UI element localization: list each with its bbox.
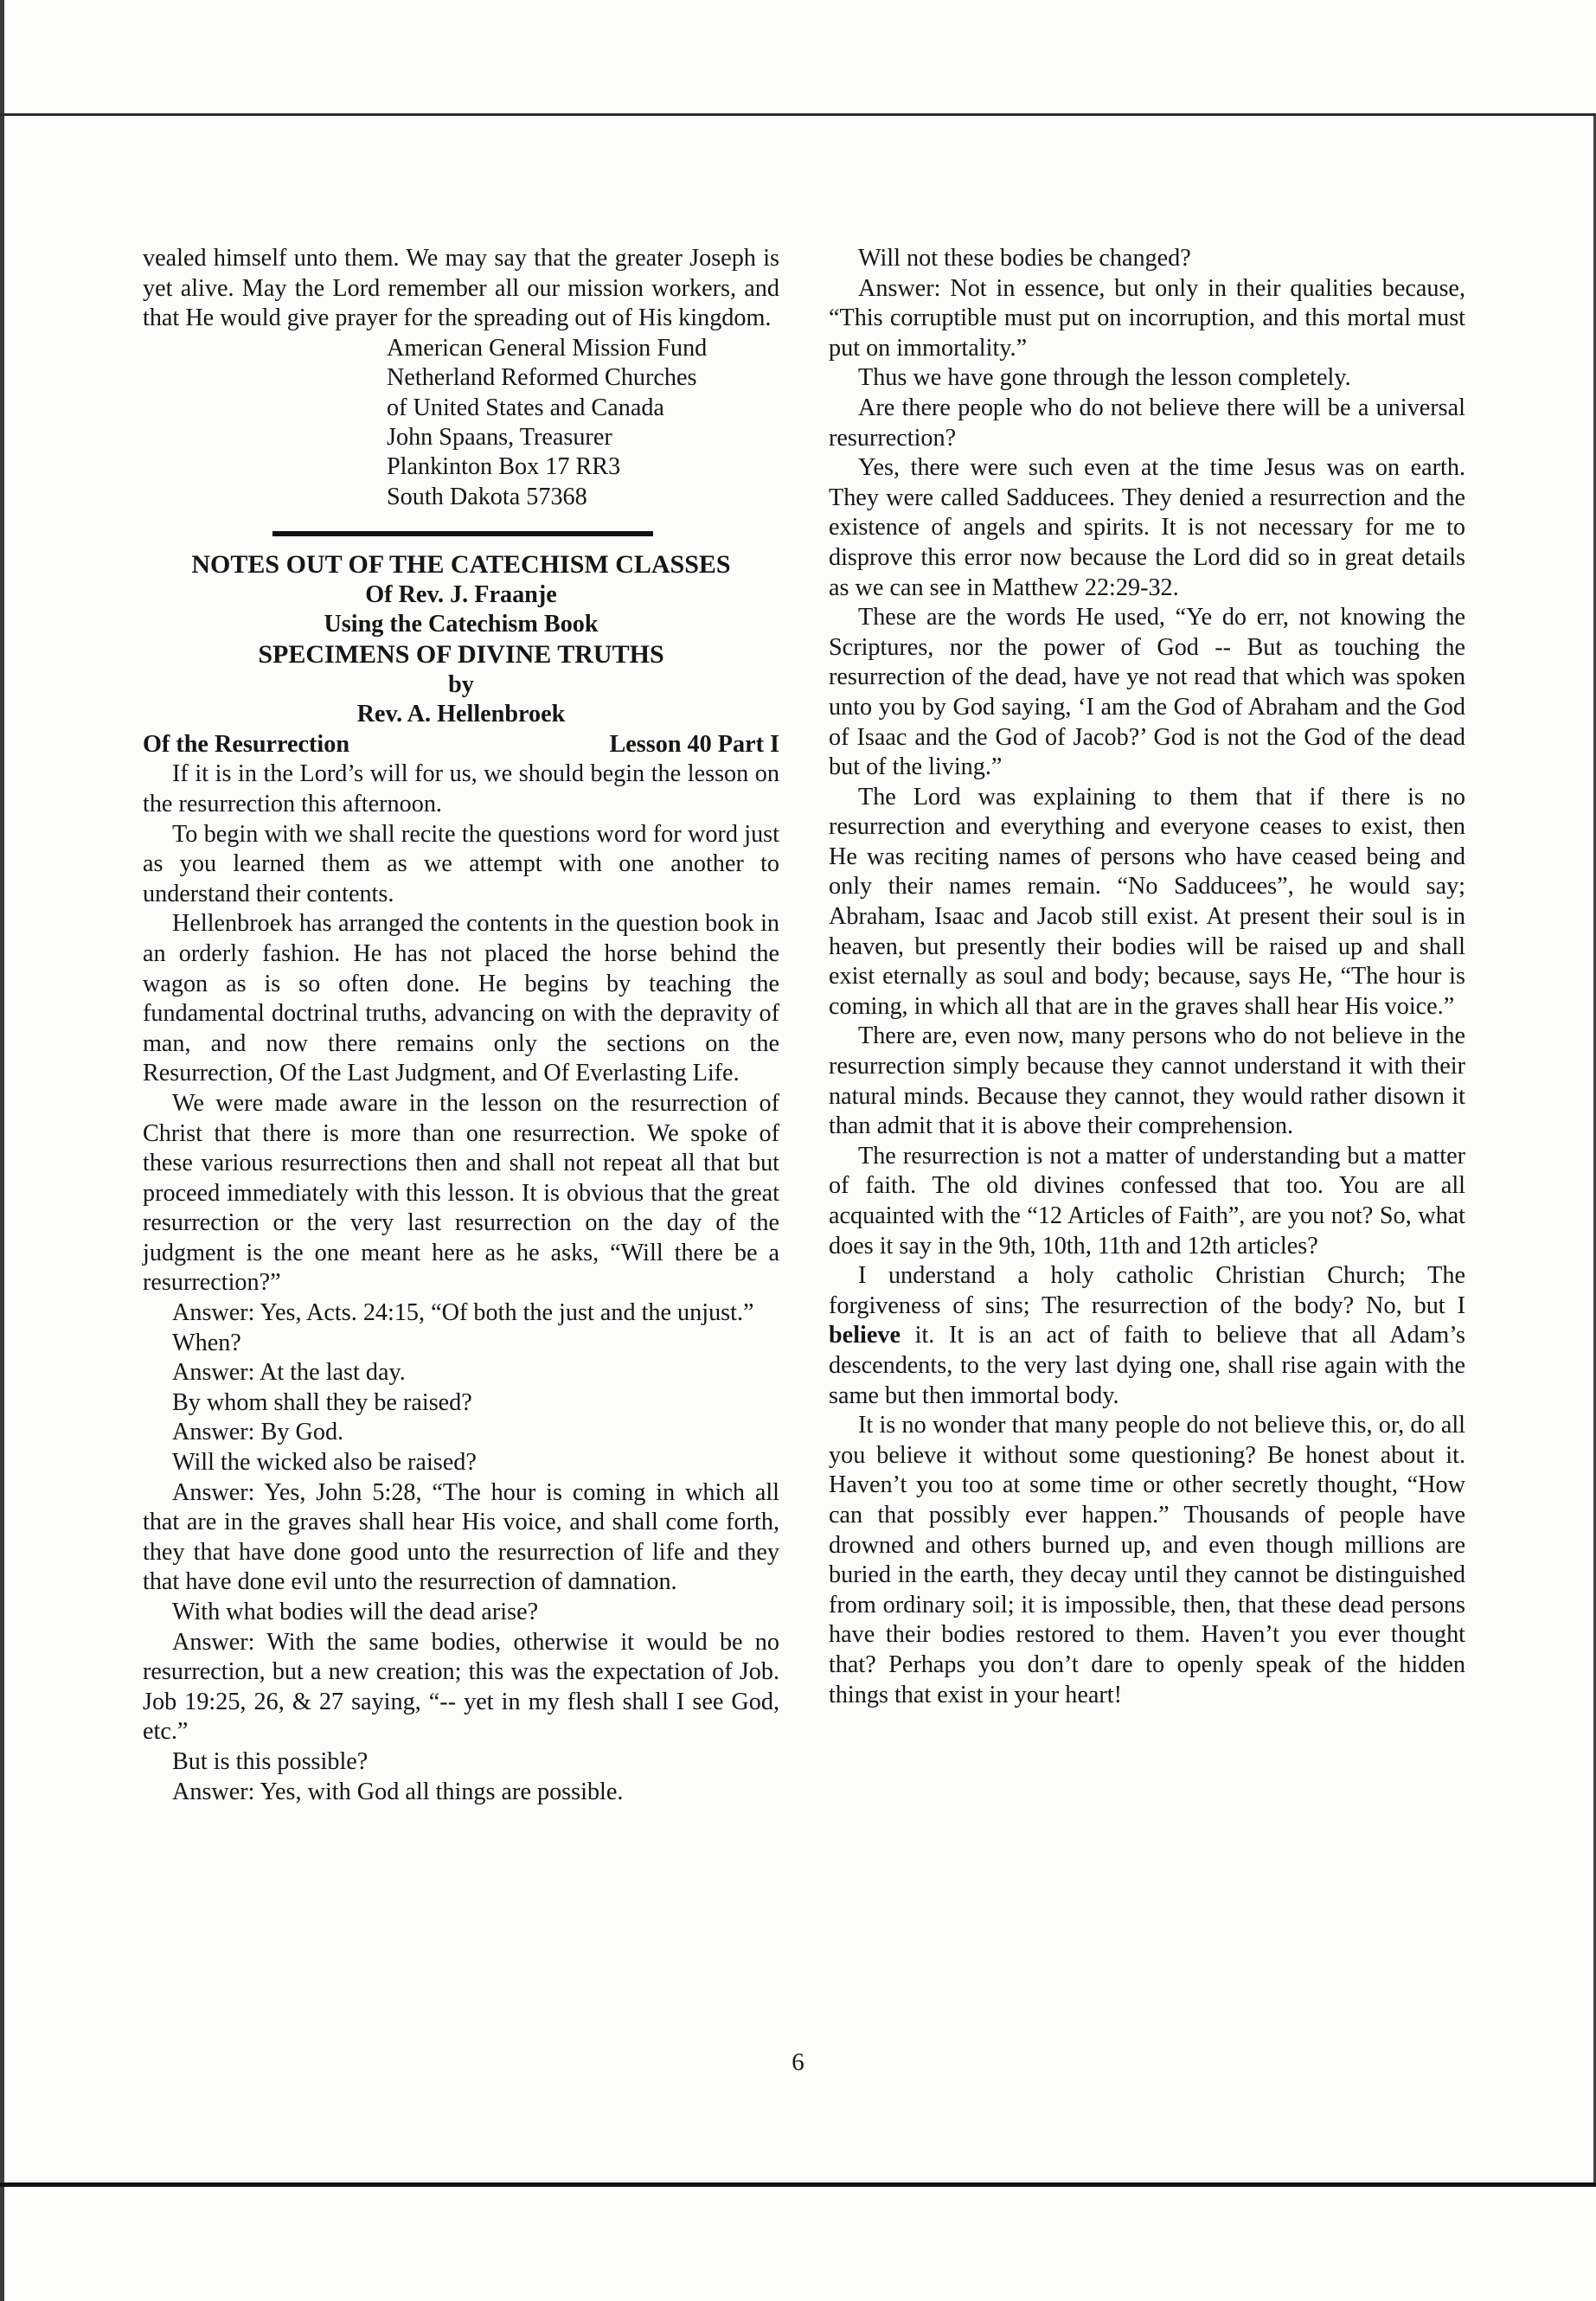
paragraph-text: it. It is an act of faith to believe that all Adam’s descendents, to the very last dying one, shall rise again with the same but then immortal body. (829, 1322, 1465, 1409)
paragraph: The Lord was explaining to them that if there is no resurrection and everything and everyone ceases to exist, then He was reciting names of persons who have ceased being and only their names remain. “No Sadducees”, he would say; Abraham, Isaac and Jacob still exist. At present their soul is in heaven, but presently their bodies will be raised up and shall exist eternally as soul and body; because, says He, “The hour is coming, in which all that are in the graves shall hear His voice.” (829, 783, 1465, 1020)
paragraph: Hellenbroek has arranged the contents in the question book in an orderly fashion. He has not placed the horse behind the wagon as is so often done. He begins by teaching the fundamental doctrinal truths, advancing on with the depravity of man, and now there remains only the sections on the Resurrection, Of the Last Judgment, and Of Everlasting Life. (143, 910, 779, 1087)
paragraph: Answer: By God. (172, 1419, 344, 1446)
paragraph: Answer: Not in essence, but only in their qualities because, “This corruptible must put on incorruption, and this mortal must put on immortality.” (829, 274, 1465, 362)
paragraph: Are there people who do not believe there will be a universal resurrection? (829, 394, 1465, 452)
address-line: Netherland Reformed Churches (387, 364, 697, 392)
paragraph-text: I understand a holy catholic Christian Church; The forgiveness of sins; The resurrection of the body? No, but I (829, 1262, 1465, 1319)
address-line: of United States and Canada (387, 394, 664, 421)
paragraph: With what bodies will the dead arise? (172, 1599, 539, 1625)
right-column (829, 244, 1465, 1710)
emphasized-word: believe (829, 1322, 901, 1349)
book-title: SPECIMENS OF DIVINE TRUTHS (258, 640, 664, 669)
paragraph: If it is in the Lord’s will for us, we should begin the lesson on the resurrection this afternoon. (143, 760, 779, 817)
paragraph: There are, even now, many persons who do not believe in the resurrection simply because they cannot understand it with their natural minds. Because they cannot, they would rather disown it than admit that it is above their comprehension. (829, 1022, 1465, 1140)
book-by: by (448, 670, 474, 698)
paragraph: To begin with we shall recite the questions word for word just as you learned them as we attempt with one another to understand their contents. (143, 820, 779, 907)
paragraph: Yes, there were such even at the time Jesus was on earth. They were called Sadducees. They denied a resurrection and the existence of angels and spirits. It is not necessary for me to disprove this error now because the Lord did so in great details as we can see in Matthew 22:29-32. (829, 454, 1465, 601)
paragraph: Answer: With the same bodies, otherwise it would be no resurrection, but a new creation; this was the expectation of Job. Job 19:25, 26, & 27 saying, “-- yet in my flesh shall I see God, etc.” (143, 1628, 779, 1746)
paragraph: When? (172, 1329, 241, 1356)
lesson-number: Lesson 40 Part I (609, 730, 779, 758)
paragraph: Will not these bodies be changed? (858, 245, 1191, 272)
paragraph: We were made aware in the lesson on the resurrection of Christ that there is more than one resurrection. We spoke of these various resurrections then and shall not repeat all that but proceed immediately with this lesson. It is obvious that the great resurrection or the very last resurrection on the day of the judgment is the one meant here as he asks, “Will there be a resurrection?” (143, 1089, 779, 1297)
paragraph: But is this possible? (172, 1747, 369, 1775)
lesson-line (143, 730, 779, 760)
articles-paragraph (829, 1261, 1465, 1411)
left-column (143, 244, 779, 1807)
address-line: American General Mission Fund (387, 334, 708, 362)
mission-fund-address (387, 334, 779, 512)
address-line: Plankinton Box 17 RR3 (387, 453, 621, 481)
paragraph: Answer: Yes, with God all things are possible. (172, 1778, 624, 1805)
paragraph: Will the wicked also be raised? (172, 1449, 477, 1477)
paragraph: Answer: Yes, John 5:28, “The hour is coming in which all that are in the graves shall hear His voice, and shall come forth, they that have done good unto the resurrection of life and they that have done evil unto the resurrection of damnation. (143, 1478, 779, 1596)
paragraph: By whom shall they be raised? (172, 1388, 472, 1416)
scan-bottom-border (0, 2182, 1596, 2187)
scan-top-border (0, 113, 1596, 116)
paragraph: The resurrection is not a matter of understanding but a matter of faith. The old divines confessed that too. You are all acquainted with the “12 Articles of Faith”, are you not? So, what does it say in the 9th, 10th, 11th and 12th articles? (829, 1142, 1465, 1259)
address-line: John Spaans, Treasurer (387, 424, 612, 451)
paragraph: Answer: At the last day. (172, 1359, 406, 1387)
paragraph: Answer: Yes, Acts. 24:15, “Of both the just and the unjust.” (172, 1299, 754, 1327)
closing-paragraph: It is no wonder that many people do not believe this, or, do all you believe it without some questioning? Be honest about it. Haven’t you too at some time or other secretly thought, “How can that possibly ever happen.” Thousands of people have drowned and others burned up, and even though millions are buried in the earth, they decay until they cannot be distinguished from ordinary soil; it is impossible, then, that these dead persons have their bodies restored to them. Haven’t you ever thought that? Perhaps you don’t dare to openly speak of the hidden things that exist in your heart! (829, 1412, 1465, 1708)
intro-paragraph: vealed himself unto them. We may say that the greater Joseph is yet alive. May the Lord remember all our mission workers, and that He would give prayer for the spreading out of His kingdom. (143, 245, 779, 332)
paragraph: These are the words He used, “Ye do err, not knowing the Scriptures, nor the power of God -- But as touching the resurrection of the dead, have ye not read that which was spoken unto you by God saying, ‘I am the God of Abraham and the God of Isaac and the God of Jacob?’ God is not the God of the dead but of the living.” (829, 604, 1465, 781)
page-number: 6 (792, 2048, 804, 2076)
article-byline: Of Rev. J. Fraanje (365, 580, 557, 608)
scan-left-edge (0, 0, 4, 2301)
section-name: Of the Resurrection (143, 730, 350, 758)
address-line: South Dakota 57368 (387, 483, 587, 510)
book-reference: Using the Catechism Book (324, 611, 599, 638)
article-title: NOTES OUT OF THE CATECHISM CLASSES (191, 550, 731, 580)
book-author: Rev. A. Hellenbroek (356, 701, 566, 728)
paragraph: Thus we have gone through the lesson completely. (858, 364, 1351, 392)
section-divider (272, 531, 653, 536)
